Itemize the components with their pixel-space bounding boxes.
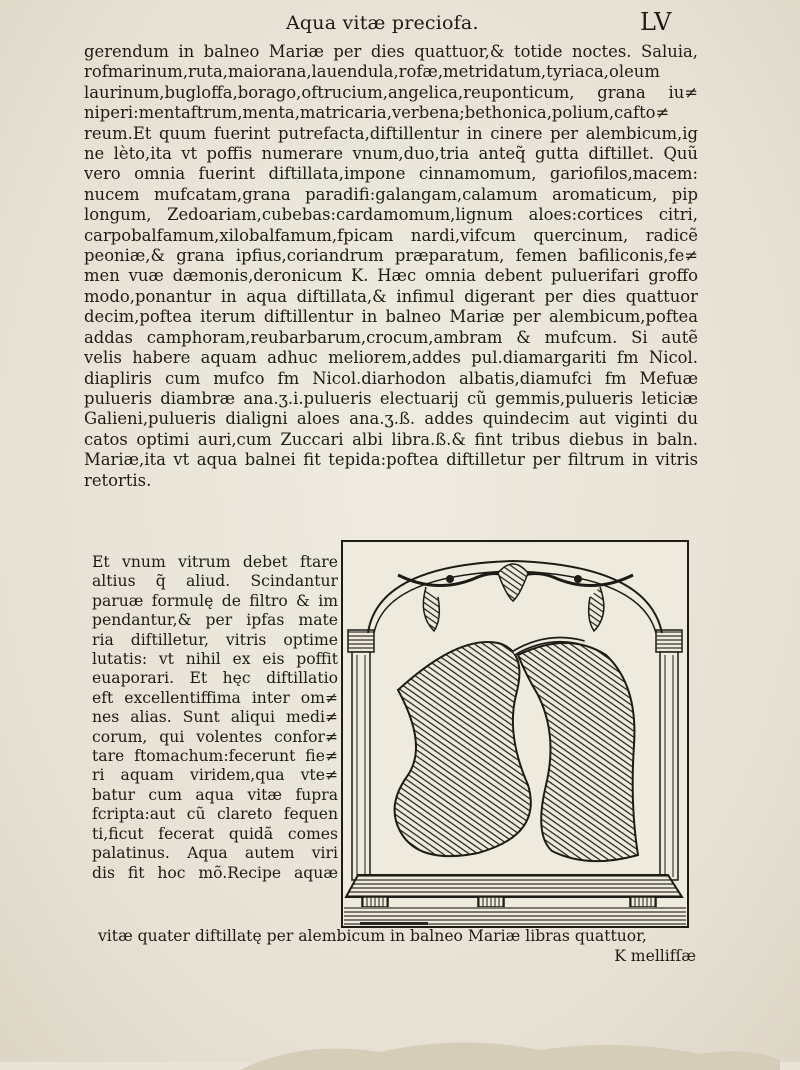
text-line: carpobalfamum,xilobalfamum,fpicam nardi,vifcum quercinum, radicẽ [84, 225, 698, 245]
text-line: vero omnia fuerint diftillata,impone cinnamomum, gariofilos,macem: [84, 164, 698, 184]
side-text-line: eft excellentiffima inter om≠ [92, 688, 338, 707]
text-line: vitæ quater diftillatę per alembicum in balneo Mariæ libras quattuor, [98, 927, 647, 945]
side-text-line: euaporari. Et hęc diftillatio [92, 669, 338, 688]
decorative-rule [360, 922, 428, 925]
side-text-line: altius q̃ aliud. Scindantur [92, 572, 338, 591]
text-line: rofmarinum,ruta,maiorana,lauendula,rofæ,metridatum,tyriaca,oleum [84, 62, 660, 82]
bottom-text-block [98, 927, 698, 966]
side-text-line: ri aquam viridem,qua vte≠ [92, 766, 338, 785]
side-text-line: batur cum aqua vitæ fupra [92, 785, 338, 804]
paper-edge-stain [240, 1030, 780, 1070]
text-line: catos optimi auri,cum Zuccari albi libra.ß.& fint tribus diebus in baln. [84, 429, 698, 449]
side-text-column [92, 553, 338, 883]
side-text-line: nes alias. Sunt aliqui medi≠ [92, 708, 338, 727]
side-text-line: paruæ formulę de filtro & im [92, 591, 338, 610]
main-text-block [84, 42, 698, 491]
text-line: velis habere aquam adhuc meliorem,addes pul.diamargariti fm Nicol. [84, 348, 698, 368]
side-text-line: fcripta:aut cũ clareto fequen [92, 805, 338, 824]
text-line: reum.Et quum fuerint putrefacta,diftillentur in cinere per alembicum,ig [84, 123, 698, 143]
text-line: gerendum in balneo Mariæ per dies quattuor,& totide noctes. Saluia, [84, 42, 698, 61]
side-text-line: pendantur,& per ipfas mate [92, 611, 338, 630]
side-text-line: dis fit hoc mõ.Recipe aquæ [92, 863, 338, 882]
text-line: peoniæ,& grana ipfius,coriandrum præparatum, femen bafiliconis,fe≠ [84, 246, 698, 266]
text-line: ne lèto,ita vt poffis numerare vnum,duo,tria anteq̃ gutta diftillet. Quũ [84, 144, 698, 164]
text-line: pulueris diambræ ana.ʒ.i.pulueris electuarij cũ gemmis,pulueris leticiæ [84, 388, 698, 408]
text-line: K mellifſæ [614, 946, 696, 965]
text-line: modo,ponantur in aqua diftillata,& infimul digerant per dies quattuor [84, 286, 698, 306]
text-line: laurinum,bugloffa,borago,oftrucium,angelica,reuponticum, grana iu≠ [84, 82, 698, 102]
text-line: niperi:mentaftrum,menta,matricaria,verbena;bethonica,polium,cafto≠ [84, 103, 670, 123]
text-line: longum, Zedoariam,cubebas:cardamomum,lignum aloes:cortices citri, [84, 205, 698, 225]
side-text-line: corum, qui volentes confor≠ [92, 727, 338, 746]
text-line: men vuæ dæmonis,deronicum K. Hæc omnia debent puluerifari groffo [84, 266, 698, 286]
text-line: decim,poftea iterum diftillentur in balneo Mariæ per alembicum,poftea [84, 307, 698, 327]
running-title: Aqua vitæ preciofa. [286, 12, 479, 34]
side-text-line: tare ftomachum:fecerunt fie≠ [92, 747, 338, 766]
page-header [0, 6, 800, 40]
folio-number: LV [640, 8, 673, 36]
text-line: diapliris cum mufco fm Nicol.diarhodon albatis,diamufci fm Mefuæ [84, 368, 698, 388]
text-line: retortis. [84, 470, 152, 490]
distillation-woodcut [338, 535, 696, 933]
text-line: nucem mufcatam,grana paradifi:galangam,calamum aromaticum, pip [84, 184, 698, 204]
text-line: Mariæ,ita vt aqua balnei fit tepida:poftea diftilletur per filtrum in vitris [84, 450, 698, 470]
side-text-line: Et vnum vitrum debet ftare [92, 553, 338, 571]
text-line: Galieni,pulueris dialigni aloes ana.ʒ.ß. addes quindecim aut viginti du [84, 409, 698, 429]
side-text-line: ti,ficut fecerat quidã comes [92, 824, 338, 843]
side-text-line: palatinus. Aqua autem viri [92, 844, 338, 863]
side-text-line: ria diftilletur, vitris optime [92, 630, 338, 649]
side-text-line: lutatis: vt nihil ex eis poffit [92, 650, 338, 669]
text-line: addas camphoram,reubarbarum,crocum,ambram & mufcum. Si autẽ [84, 327, 698, 347]
